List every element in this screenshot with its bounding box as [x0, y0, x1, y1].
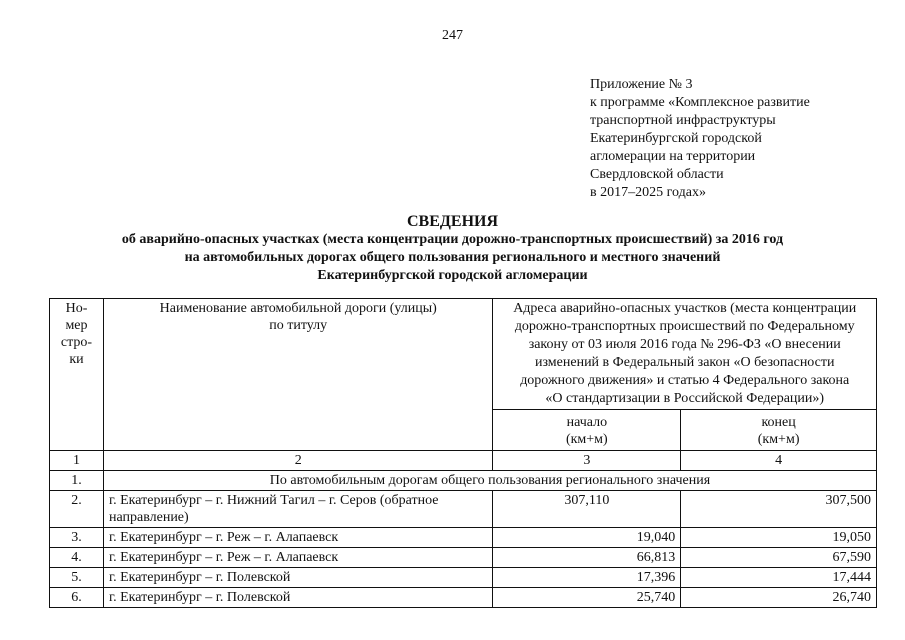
row-number: 4.	[50, 548, 104, 568]
column-number: 1	[50, 451, 104, 471]
header-addresses: Адреса аварийно-опасных участков (места концентрации дорожно-транспортных происшествий по Федеральному закону от 03 июля 2016 года № 296-ФЗ «О внесении изменений в Федеральный закон «О безопасности дорожного движения» и статью 4 Федерального закона «О стандартизации в Российской Федерации»)	[493, 299, 877, 410]
appendix-line: к программе «Комплексное развитие	[590, 95, 810, 110]
table-row	[50, 491, 877, 528]
section-title: По автомобильным дорогам общего пользования регионального значения	[103, 471, 876, 491]
end-km: 17,444	[681, 568, 877, 588]
end-km: 26,740	[681, 588, 877, 608]
title-line: Екатеринбургской городской агломерации	[317, 268, 588, 283]
column-number: 4	[681, 451, 877, 471]
road-name: г. Екатеринбург – г. Полевской	[103, 588, 492, 608]
table-header-row	[50, 299, 877, 410]
road-name: г. Екатеринбург – г. Реж – г. Алапаевск	[103, 528, 492, 548]
road-name: г. Екатеринбург – г. Нижний Тагил – г. Серов (обратное направление)	[103, 491, 492, 528]
table-row	[50, 548, 877, 568]
start-km: 19,040	[493, 528, 681, 548]
title-heading: СВЕДЕНИЯ	[406, 213, 499, 230]
title-line: об аварийно-опасных участках (места концентрации дорожно-транспортных происшествий) за 2016 год	[121, 232, 784, 247]
document-title	[0, 213, 905, 285]
start-km: 17,396	[493, 568, 681, 588]
page-number: 247	[442, 28, 463, 43]
table-row	[50, 528, 877, 548]
end-km: 307,500	[681, 491, 877, 528]
appendix-note	[590, 76, 810, 202]
title-line: на автомобильных дорогах общего пользования регионального и местного значений	[184, 250, 721, 265]
appendix-line: Екатеринбургской городской	[590, 131, 762, 146]
appendix-line: Приложение № 3	[590, 77, 693, 92]
section-number: 1.	[50, 471, 104, 491]
table-row	[50, 588, 877, 608]
accident-sites-table	[49, 298, 877, 608]
appendix-line: Свердловской области	[590, 167, 724, 182]
column-number: 2	[103, 451, 492, 471]
section-row	[50, 471, 877, 491]
row-number: 2.	[50, 491, 104, 528]
column-number-row	[50, 451, 877, 471]
column-number: 3	[493, 451, 681, 471]
row-number: 3.	[50, 528, 104, 548]
start-km: 66,813	[493, 548, 681, 568]
row-number: 6.	[50, 588, 104, 608]
end-km: 19,050	[681, 528, 877, 548]
table-row	[50, 568, 877, 588]
road-name: г. Екатеринбург – г. Полевской	[103, 568, 492, 588]
header-end: конец (км+м)	[681, 410, 877, 451]
header-road-name: Наименование автомобильной дороги (улицы) по титулу	[103, 299, 492, 451]
row-number: 5.	[50, 568, 104, 588]
start-km: 307,110	[493, 491, 681, 528]
header-start: начало (км+м)	[493, 410, 681, 451]
appendix-line: в 2017–2025 годах»	[590, 185, 706, 200]
appendix-line: агломерации на территории	[590, 149, 756, 164]
header-row-number: Но- мер стро- ки	[50, 299, 104, 451]
start-km: 25,740	[493, 588, 681, 608]
road-name: г. Екатеринбург – г. Реж – г. Алапаевск	[103, 548, 492, 568]
end-km: 67,590	[681, 548, 877, 568]
appendix-line: транспортной инфраструктуры	[590, 113, 776, 128]
